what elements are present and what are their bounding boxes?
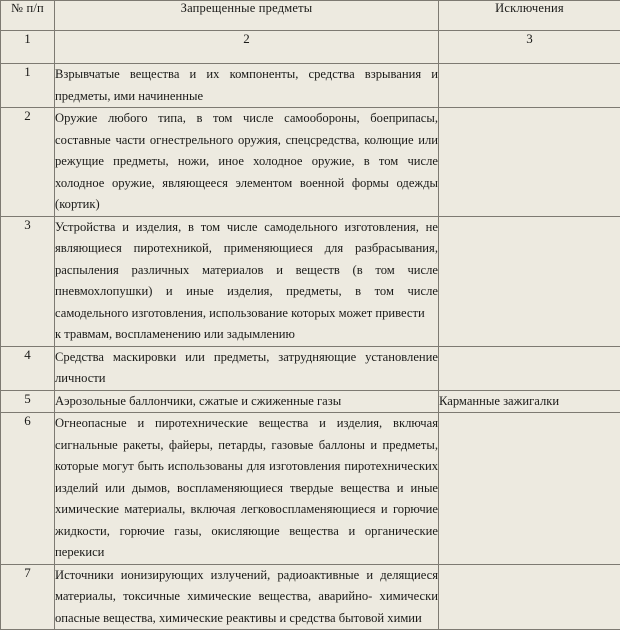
- row-exception: [439, 108, 620, 217]
- row-item: [55, 390, 439, 413]
- row-item-text: Взрывчатые вещества и их компоненты, средства взрывания и предметы, ими начиненные: [55, 64, 438, 107]
- row-exception: [439, 564, 620, 630]
- row-number: 5: [1, 390, 55, 413]
- table-row: [1, 64, 620, 108]
- row-number: 1: [1, 64, 55, 108]
- row-item: [55, 216, 439, 346]
- row-exception: [439, 216, 620, 346]
- row-item-text: Средства маскировки или предметы, затрудняющие установление личности: [55, 347, 438, 390]
- header-prohibited-items: Запрещенные предметы: [55, 1, 439, 31]
- row-item-text: Устройства и изделия, в том числе самодельного изготовления, не являющиеся пиротехникой, применяющиеся для разбрасывания, распыления различных материалов и веществ (в том числе пневмохлопушки) и иные изделия, предметы, в том числе самодельного изготовления, использование которых может привести: [55, 217, 438, 325]
- column-number-1: 1: [1, 31, 55, 64]
- row-exception: [439, 64, 620, 108]
- row-exception: [439, 346, 620, 390]
- table-row: [1, 564, 620, 630]
- table-row: [1, 390, 620, 413]
- row-item-text-continued: к травмам, воспламенению или задымлению: [55, 324, 438, 346]
- row-number: 2: [1, 108, 55, 217]
- row-exception: [439, 413, 620, 565]
- table-row: [1, 413, 620, 565]
- header-exceptions: Исключения: [439, 1, 620, 31]
- table-row: [1, 216, 620, 346]
- column-number-3: 3: [439, 31, 620, 64]
- table-row: [1, 346, 620, 390]
- header-row: [1, 1, 620, 31]
- row-item-text: Оружие любого типа, в том числе самообороны, боеприпасы, составные части огнестрельного оружия, спецсредства, колющие или режущие предметы, ножи, иное холодное оружие, в том числе холодное оружие, являющееся элементом военной формы одежды (кортик): [55, 108, 438, 216]
- row-item: [55, 64, 439, 108]
- column-number-2: 2: [55, 31, 439, 64]
- row-item: [55, 564, 439, 630]
- table-header: [1, 1, 620, 64]
- row-number: 7: [1, 564, 55, 630]
- header-number: № п/п: [1, 1, 55, 31]
- row-number: 4: [1, 346, 55, 390]
- row-number: 3: [1, 216, 55, 346]
- row-item: [55, 413, 439, 565]
- row-item-text: Источники ионизирующих излучений, радиоактивные и делящиеся материалы, токсичные химические вещества, аварийно- химически опасные вещества, химические реактивы и средства бытовой химии: [55, 565, 438, 630]
- row-item: [55, 108, 439, 217]
- table-row: [1, 108, 620, 217]
- row-item-text: Огнеопасные и пиротехнические вещества и изделия, включая сигнальные ракеты, файеры, петарды, газовые баллоны и предметы, которые могут быть использованы для изготовления пиротехнических изделий или дымов, воспламеняющиеся твердые вещества и иные химические материалы, включая легковоспламеняющиеся и горючие жидкости, горючие газы, окисляющие вещества и органические перекиси: [55, 413, 438, 564]
- row-number: 6: [1, 413, 55, 565]
- row-item: [55, 346, 439, 390]
- column-number-row: [1, 31, 620, 64]
- row-item-text: Аэрозольные баллончики, сжатые и сжиженные газы: [55, 391, 438, 413]
- table-body: [1, 64, 620, 630]
- row-exception: Карманные зажигалки: [439, 390, 620, 413]
